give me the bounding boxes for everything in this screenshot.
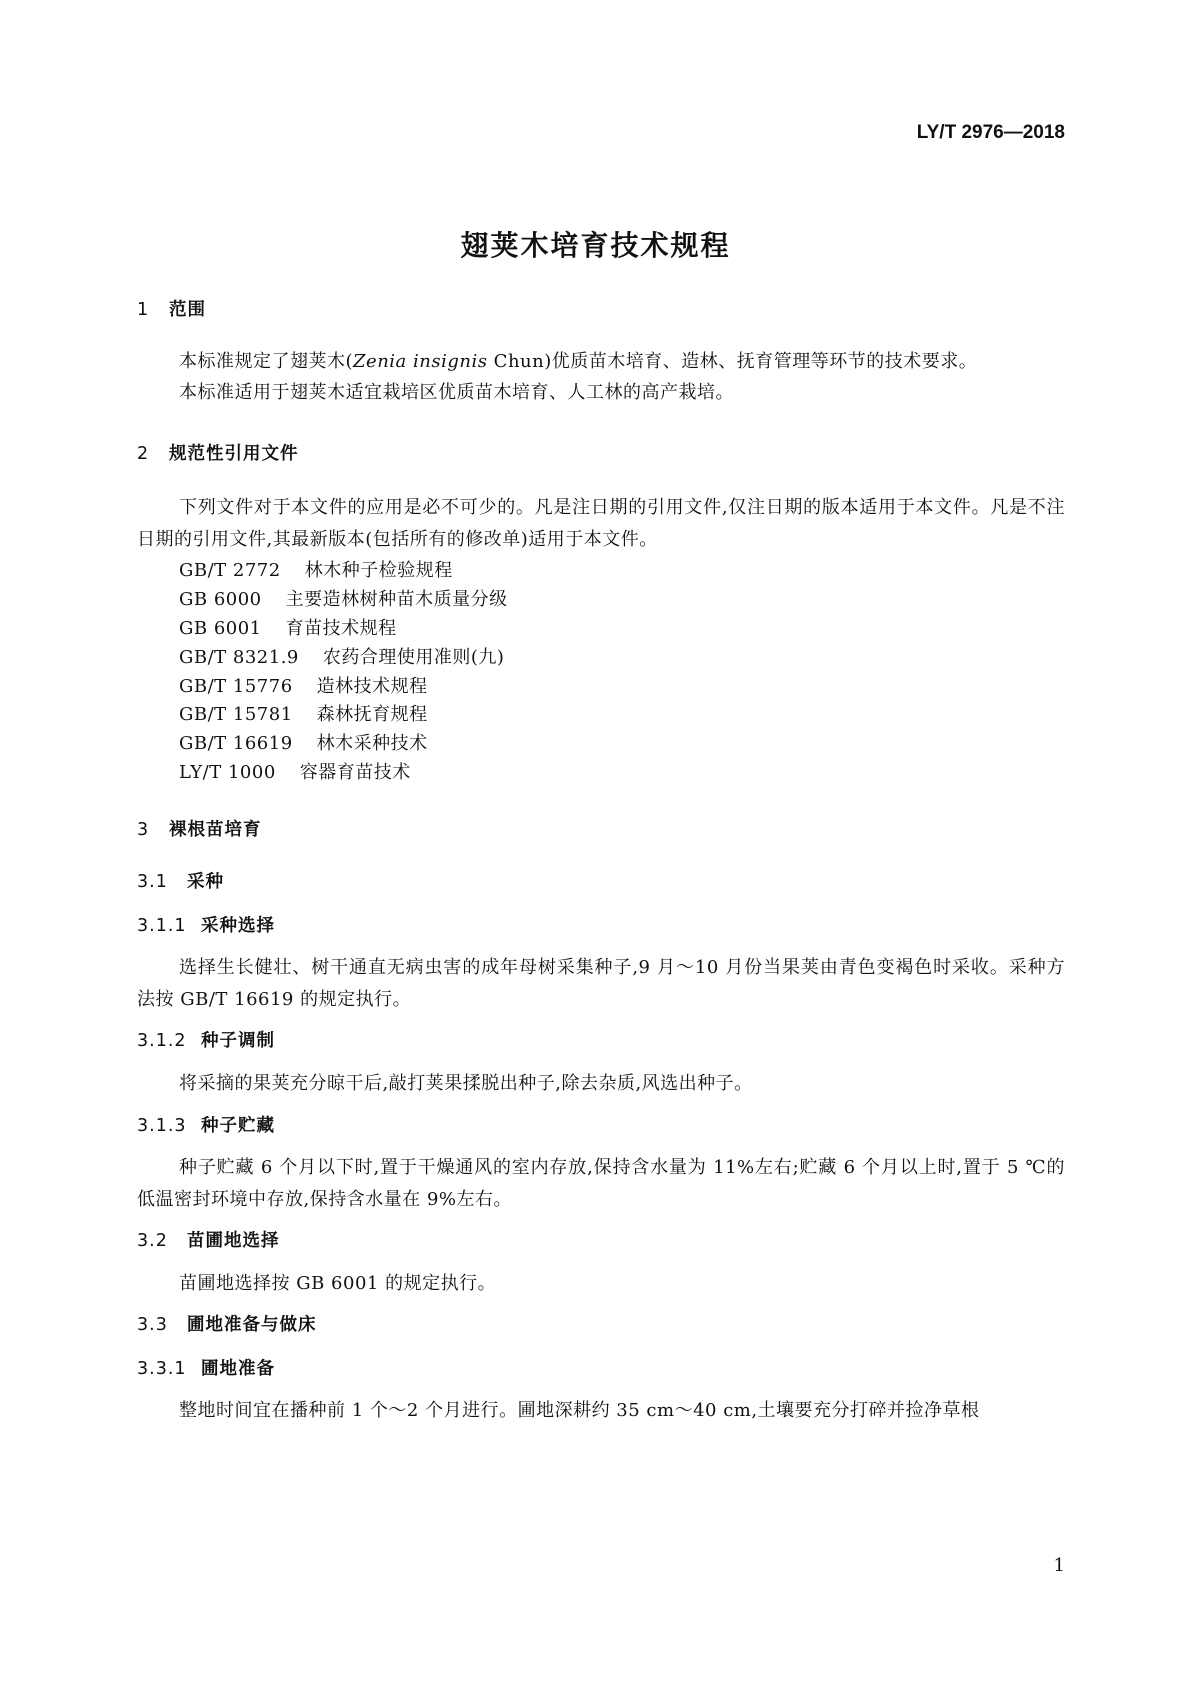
- reference-code: GB 6001: [179, 618, 262, 639]
- reference-item: [179, 585, 508, 611]
- reference-item: [179, 672, 428, 698]
- reference-title: 森林抚育规程: [316, 704, 428, 725]
- latin-name: Zenia insignis: [353, 351, 488, 372]
- section-title: 采种: [187, 872, 224, 892]
- subsection-3-1-heading: [137, 868, 224, 893]
- reference-title: 林木种子检验规程: [304, 560, 453, 581]
- section-title: 圃地准备与做床: [187, 1315, 317, 1335]
- reference-code: GB/T 15776: [179, 676, 293, 697]
- section-title: 种子调制: [201, 1031, 275, 1051]
- section-number: 3.1.2: [137, 1031, 187, 1051]
- reference-title: 容器育苗技术: [299, 762, 411, 783]
- section-title: 范围: [169, 300, 206, 320]
- reference-code: LY/T 1000: [179, 762, 276, 783]
- reference-code: GB/T 15781: [179, 704, 293, 725]
- section-number: 3.1.1: [137, 916, 187, 936]
- section-number: 3.2: [137, 1231, 168, 1251]
- section-number: 3.1.3: [137, 1116, 187, 1136]
- reference-item: [179, 758, 411, 784]
- seed-selection-paragraph: 选择生长健壮、树干通直无病虫害的成年母树采集种子,9 月～10 月份当果荚由青色变褐色时采收。采种方法按 GB/T 16619 的规定执行。: [137, 957, 1065, 1010]
- section-3-heading: [137, 816, 262, 841]
- reference-code: GB/T 8321.9: [179, 647, 299, 668]
- section-number: 3.1: [137, 872, 168, 892]
- section-title: 苗圃地选择: [187, 1231, 280, 1251]
- section-number: 3.3: [137, 1315, 168, 1335]
- subsection-3-1-3-heading: [137, 1112, 275, 1137]
- section-title: 规范性引用文件: [169, 444, 299, 464]
- section-title: 采种选择: [201, 916, 275, 936]
- document-code: LY/T 2976—2018: [916, 122, 1065, 143]
- subsection-3-1-2-heading: [137, 1027, 275, 1052]
- subsection-3-3-1-heading: [137, 1355, 275, 1380]
- reference-title: 林木采种技术: [316, 733, 428, 754]
- reference-item: [179, 729, 428, 755]
- reference-title: 育苗技术规程: [285, 618, 397, 639]
- seed-processing-paragraph: 将采摘的果荚充分晾干后,敲打荚果揉脱出种子,除去杂质,风选出种子。: [179, 1073, 753, 1094]
- section-number: 1: [137, 300, 150, 320]
- page-title: 翅荚木培育技术规程: [460, 229, 731, 262]
- scope-paragraph-1: 本标准规定了翅荚木(Zenia insignis Chun)优质苗木培育、造林、抚育管理等环节的技术要求。: [179, 351, 978, 372]
- section-2-heading: [137, 440, 299, 465]
- section-title: 种子贮藏: [201, 1116, 275, 1136]
- seed-storage-paragraph: 种子贮藏 6 个月以下时,置于干燥通风的室内存放,保持含水量为 11%左右;贮藏 6 个月以上时,置于 5 ℃的低温密封环境中存放,保持含水量在 9%左右。: [137, 1157, 1065, 1210]
- references-intro: 下列文件对于本文件的应用是必不可少的。凡是注日期的引用文件,仅注日期的版本适用于本文件。凡是不注日期的引用文件,其最新版本(包括所有的修改单)适用于本文件。: [137, 497, 1065, 550]
- reference-title: 造林技术规程: [316, 676, 428, 697]
- reference-code: GB/T 16619: [179, 733, 293, 754]
- subsection-3-1-1-heading: [137, 912, 275, 937]
- scope-paragraph-2: 本标准适用于翅荚木适宜栽培区优质苗木培育、人工林的高产栽培。: [179, 382, 734, 403]
- reference-title: 主要造林树种苗木质量分级: [285, 589, 508, 610]
- section-number: 3: [137, 820, 150, 840]
- reference-item: [179, 643, 504, 669]
- subsection-3-2-heading: [137, 1227, 280, 1252]
- section-title: 圃地准备: [201, 1359, 275, 1379]
- section-title: 裸根苗培育: [169, 820, 262, 840]
- reference-code: GB 6000: [179, 589, 262, 610]
- reference-item: [179, 614, 397, 640]
- reference-title: 农药合理使用准则(九): [322, 647, 505, 668]
- section-1-heading: [137, 296, 206, 321]
- nursery-selection-paragraph: 苗圃地选择按 GB 6001 的规定执行。: [179, 1273, 497, 1294]
- reference-item: [179, 556, 453, 582]
- section-number: 2: [137, 444, 150, 464]
- subsection-3-3-heading: [137, 1311, 317, 1336]
- reference-code: GB/T 2772: [179, 560, 281, 581]
- section-number: 3.3.1: [137, 1359, 187, 1379]
- nursery-preparation-paragraph: 整地时间宜在播种前 1 个～2 个月进行。圃地深耕约 35 cm～40 cm,土壤要充分打碎并捡净草根: [179, 1400, 980, 1421]
- reference-item: [179, 700, 428, 726]
- page-number: 1: [1053, 1555, 1065, 1576]
